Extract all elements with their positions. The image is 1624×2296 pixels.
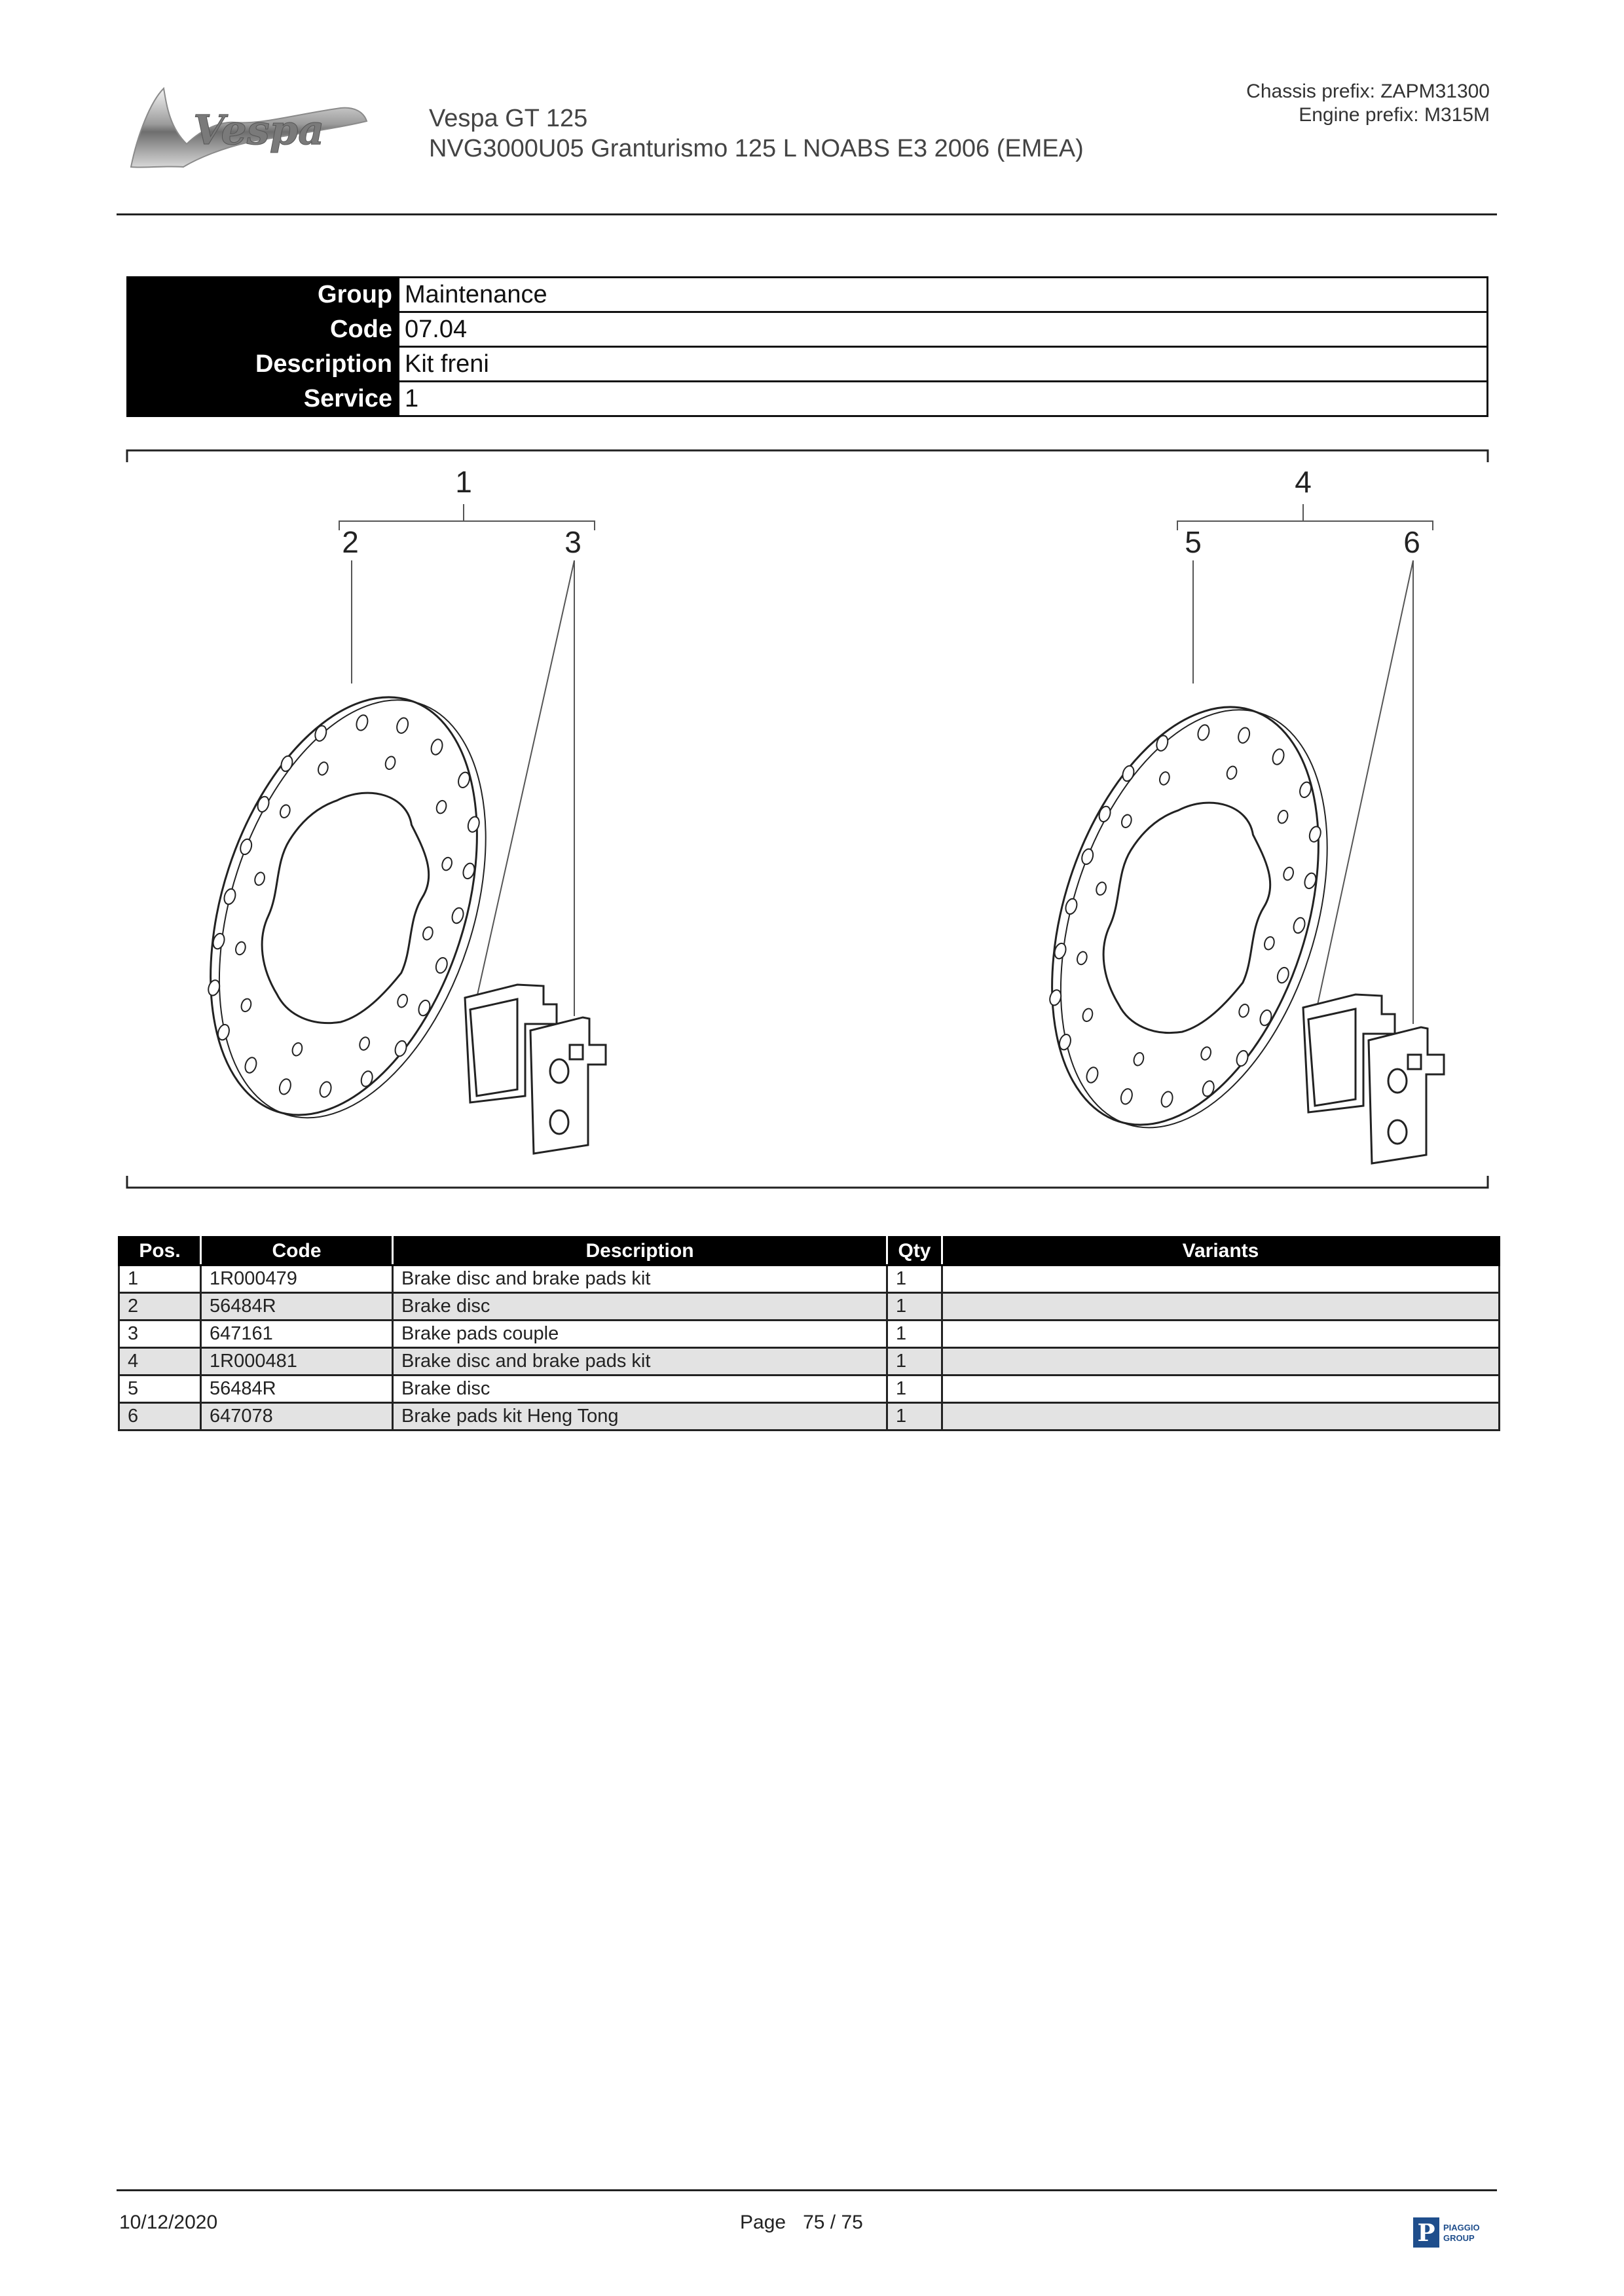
cell-code: 56484R (201, 1293, 393, 1321)
footer-divider (117, 2189, 1497, 2191)
cell-description: Brake disc (393, 1293, 887, 1321)
cell-qty: 1 (887, 1376, 942, 1403)
page-number: 75 / 75 (803, 2212, 863, 2233)
cell-qty: 1 (887, 1321, 942, 1348)
logo-text-piaggio: PIAGGIO (1443, 2223, 1480, 2232)
info-value: Maintenance (399, 278, 1488, 312)
cell-code: 647161 (201, 1321, 393, 1348)
table-row (119, 1348, 1500, 1376)
cell-variants (942, 1376, 1500, 1403)
cell-pos: 3 (119, 1321, 201, 1348)
info-value: 07.04 (399, 312, 1488, 347)
left-kit-group (162, 465, 606, 1154)
cell-variants (942, 1348, 1500, 1376)
brake-pads-illustration (1303, 994, 1444, 1163)
column-header-code: Code (201, 1237, 393, 1266)
cell-variants (942, 1321, 1500, 1348)
info-row-code (128, 312, 1488, 347)
table-row (119, 1403, 1500, 1430)
column-header-variants: Variants (942, 1237, 1500, 1266)
vespa-logo (124, 82, 373, 173)
info-label: Code (128, 312, 399, 347)
cell-code: 1R000481 (201, 1348, 393, 1376)
group-info-table (126, 276, 1488, 417)
cell-pos: 1 (119, 1266, 201, 1293)
footer-date: 10/12/2020 (119, 2212, 218, 2233)
info-row-description (128, 347, 1488, 382)
cell-pos: 4 (119, 1348, 201, 1376)
table-row (119, 1376, 1500, 1403)
callout-2: 2 (342, 525, 359, 559)
info-label: Group (128, 278, 399, 312)
cell-description: Brake disc and brake pads kit (393, 1266, 887, 1293)
column-header-pos: Pos. (119, 1237, 201, 1266)
model-line-2: NVG3000U05 Granturismo 125 L NOABS E3 2006 (EMEA) (429, 135, 1084, 162)
cell-description: Brake pads kit Heng Tong (393, 1403, 887, 1430)
page-label: Page (740, 2212, 786, 2233)
exploded-drawing (124, 448, 1490, 1192)
footer-page (740, 2212, 863, 2234)
model-line-1: Vespa GT 125 (429, 105, 588, 132)
info-value: Kit freni (399, 347, 1488, 382)
callout-4: 4 (1295, 465, 1312, 499)
svg-text:P: P (1417, 2219, 1435, 2247)
table-row (119, 1321, 1500, 1348)
header-divider (117, 213, 1497, 215)
table-row (119, 1266, 1500, 1293)
info-row-group (128, 278, 1488, 312)
callout-3: 3 (564, 525, 581, 559)
info-row-service (128, 382, 1488, 416)
cell-qty: 1 (887, 1293, 942, 1321)
cell-description: Brake pads couple (393, 1321, 887, 1348)
info-label: Description (128, 347, 399, 382)
cell-variants (942, 1266, 1500, 1293)
engine-prefix: Engine prefix: M315M (1299, 104, 1490, 126)
cell-variants (942, 1403, 1500, 1430)
info-value: 1 (399, 382, 1488, 416)
cell-code: 647078 (201, 1403, 393, 1430)
chassis-prefix: Chassis prefix: ZAPM31300 (1246, 81, 1490, 102)
cell-pos: 5 (119, 1376, 201, 1403)
callout-1: 1 (455, 465, 472, 499)
column-header-description: Description (393, 1237, 887, 1266)
model-title (429, 103, 1084, 164)
logo-text-group: GROUP (1443, 2233, 1475, 2243)
piaggio-group-logo (1413, 2216, 1492, 2249)
brake-pads-illustration (465, 985, 606, 1154)
cell-code: 1R000479 (201, 1266, 393, 1293)
callout-5: 5 (1185, 525, 1202, 559)
cell-code: 56484R (201, 1376, 393, 1403)
callout-6: 6 (1403, 525, 1420, 559)
info-label: Service (128, 382, 399, 416)
cell-description: Brake disc and brake pads kit (393, 1348, 887, 1376)
parts-header-row (119, 1237, 1500, 1266)
vespa-logo-text: Vespa (193, 106, 325, 154)
right-kit-group (1003, 465, 1444, 1163)
column-header-qty: Qty (887, 1237, 942, 1266)
cell-description: Brake disc (393, 1376, 887, 1403)
cell-qty: 1 (887, 1348, 942, 1376)
cell-qty: 1 (887, 1403, 942, 1430)
cell-pos: 2 (119, 1293, 201, 1321)
table-row (119, 1293, 1500, 1321)
cell-pos: 6 (119, 1403, 201, 1430)
prefix-block (1246, 80, 1490, 127)
cell-variants (942, 1293, 1500, 1321)
cell-qty: 1 (887, 1266, 942, 1293)
parts-table (118, 1236, 1500, 1431)
